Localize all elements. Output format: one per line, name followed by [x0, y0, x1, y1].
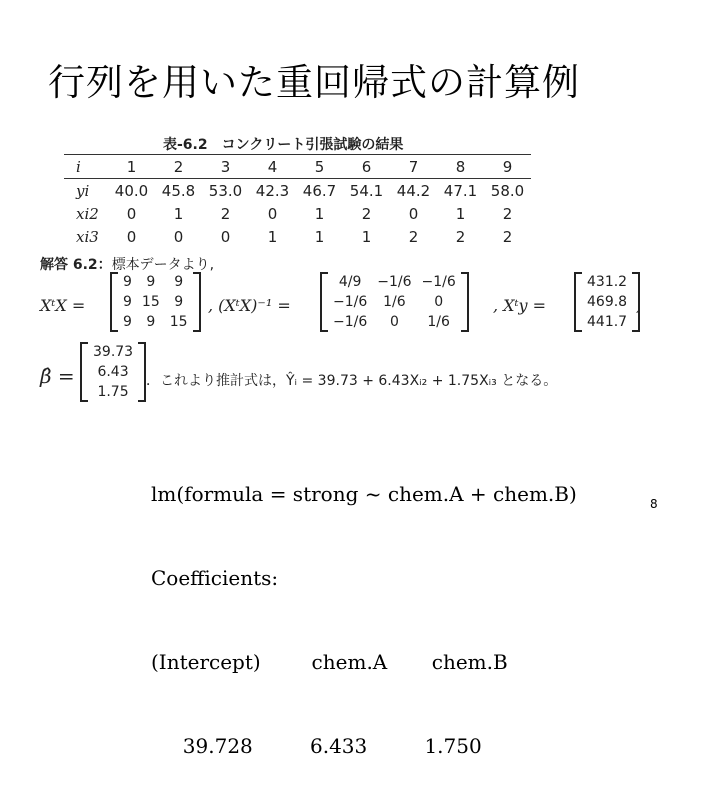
- textbook-excerpt: [38, 130, 650, 412]
- table-cell: 3: [202, 155, 249, 179]
- table-row: [64, 179, 531, 203]
- matrix-row: [88, 382, 138, 402]
- table-cell: 44.2: [396, 181, 431, 200]
- table-cell: 0: [267, 204, 278, 223]
- table-cell: 0: [126, 204, 137, 223]
- answer-text: 標本データより,: [111, 257, 215, 273]
- matrix-entry: 9: [174, 274, 184, 290]
- table-row: [64, 202, 531, 225]
- matrix-entry: 0: [434, 294, 444, 310]
- table-cell: 2: [220, 204, 231, 223]
- matrix-entry: 431.2: [587, 274, 628, 290]
- matrix-entry: 9: [123, 314, 132, 330]
- table-cell: 0: [220, 227, 231, 246]
- matrix-row: [328, 292, 461, 312]
- table-cell: 53.0: [208, 181, 243, 200]
- matrix-entry: 1/6: [383, 294, 406, 310]
- xtx-label: XᵗX =: [40, 296, 86, 315]
- row-label: yi: [76, 181, 90, 200]
- matrix-entry: 1.75: [97, 384, 129, 400]
- matrix-row: [118, 312, 193, 332]
- row-label: i: [64, 155, 108, 179]
- table-cell: 47.1: [443, 181, 478, 200]
- table-cell: 46.7: [302, 181, 337, 200]
- table-row: [64, 225, 531, 248]
- matrix-row: [118, 272, 193, 292]
- row-label: xi2: [76, 204, 99, 223]
- answer-line: [40, 254, 214, 274]
- row-label: xi3: [76, 227, 99, 246]
- matrix-entry: 15: [141, 294, 160, 310]
- table-cell: 42.3: [255, 181, 290, 200]
- table-cell: 0: [173, 227, 184, 246]
- table-cell: 1: [108, 155, 155, 179]
- matrix-entry: 1/6: [427, 314, 450, 330]
- matrix-row: [88, 362, 138, 382]
- matrix-entry: −1/6: [377, 274, 412, 290]
- matrix-entry: −1/6: [333, 314, 368, 330]
- r-formula-line: lm(formula = strong ~ chem.A + chem.B): [151, 482, 577, 506]
- table-cell: 2: [408, 227, 419, 246]
- table-caption: 表-6.2 コンクリート引張試験の結果: [163, 137, 404, 153]
- answer-label: 解答 6.2：: [40, 257, 112, 273]
- r-coefficients-heading: Coefficients:: [151, 566, 279, 590]
- table-cell: 2: [502, 227, 513, 246]
- matrix-entry: 469.8: [587, 294, 628, 310]
- table-cell: 54.1: [349, 181, 384, 200]
- matrix-entry: 9: [123, 274, 132, 290]
- table-cell: 6: [343, 155, 390, 179]
- matrix-row: [328, 312, 461, 332]
- matrix-row: [88, 342, 138, 362]
- slide-title: 行列を用いた重回帰式の計算例: [48, 61, 580, 104]
- r-coefficient-names: (Intercept) chem.A chem.B: [151, 650, 508, 674]
- xty-vector: [574, 272, 640, 332]
- page-number: 8: [650, 497, 658, 511]
- matrix-entry: 39.73: [93, 344, 134, 360]
- matrix-row: [118, 292, 193, 312]
- table-cell: 1: [173, 204, 184, 223]
- matrix-row: [582, 292, 632, 312]
- xty-comma: ,: [636, 296, 642, 315]
- inverse-matrix: [320, 272, 469, 332]
- table-cell: 0: [408, 204, 419, 223]
- matrix-entry: 0: [389, 314, 399, 330]
- table-row: [64, 155, 531, 179]
- table-cell: 2: [502, 204, 513, 223]
- matrix-entry: 9: [174, 294, 184, 310]
- matrix-entry: 15: [169, 314, 188, 330]
- inv-label: , (XᵗX)⁻¹ =: [208, 296, 291, 315]
- table-cell: 0: [126, 227, 137, 246]
- matrix-row: [582, 312, 632, 332]
- table-cell: 45.8: [161, 181, 196, 200]
- xty-label: , Xᵗy =: [493, 296, 547, 315]
- data-table: [64, 154, 531, 248]
- xtx-matrix: [110, 272, 201, 332]
- table-cell: 1: [361, 227, 372, 246]
- table-cell: 8: [437, 155, 484, 179]
- table-cell: 5: [296, 155, 343, 179]
- matrix-entry: 6.43: [97, 364, 129, 380]
- table-cell: 2: [455, 227, 466, 246]
- table-cell: 58.0: [490, 181, 525, 200]
- matrix-entry: 9: [123, 294, 132, 310]
- table-cell: 2: [155, 155, 202, 179]
- r-coefficient-values: 39.728 6.433 1.750: [151, 734, 482, 758]
- matrix-entry: 4/9: [338, 274, 362, 290]
- matrix-entry: 441.7: [587, 314, 628, 330]
- table-cell: 1: [314, 204, 325, 223]
- matrix-entry: 9: [146, 274, 156, 290]
- table-cell: 40.0: [114, 181, 149, 200]
- table-cell: 4: [249, 155, 296, 179]
- beta-vector: [80, 342, 146, 402]
- table-cell: 1: [314, 227, 325, 246]
- table-cell: 1: [267, 227, 278, 246]
- beta-hat-label: β̂ =: [40, 364, 75, 388]
- r-regression-output: [151, 424, 577, 788]
- matrix-entry: 9: [146, 314, 156, 330]
- table-cell: 1: [455, 204, 466, 223]
- matrix-entry: −1/6: [421, 274, 456, 290]
- table-cell: 2: [361, 204, 372, 223]
- matrix-row: [582, 272, 632, 292]
- matrix-entry: −1/6: [333, 294, 368, 310]
- table-cell: 7: [390, 155, 437, 179]
- estimate-equation: ．これより推計式は，Ŷᵢ = 39.73 + 6.43Xᵢ₂ + 1.75Xᵢ₃ となる。: [146, 373, 558, 389]
- matrix-row: [328, 272, 461, 292]
- table-cell: 9: [484, 155, 531, 179]
